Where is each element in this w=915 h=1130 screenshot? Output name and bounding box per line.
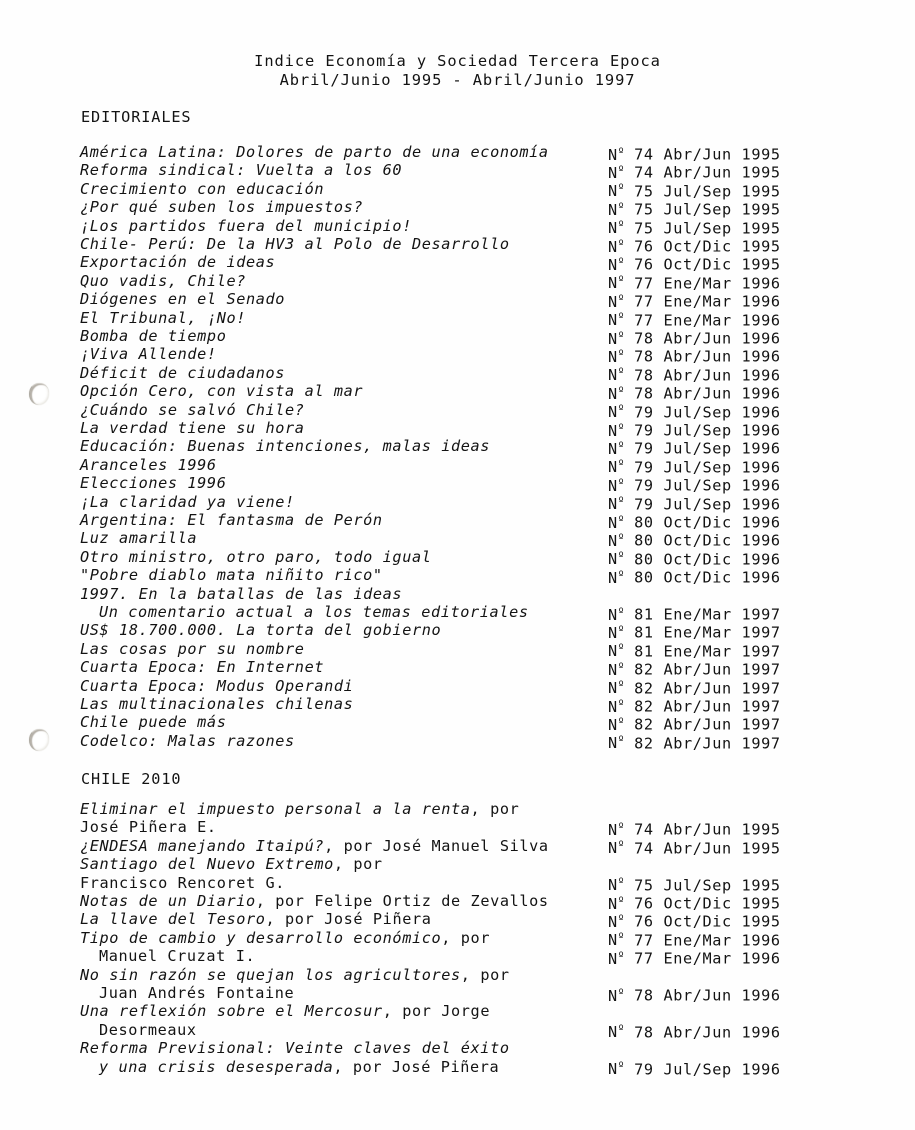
number-sign-icon: $N^º$ (608, 549, 625, 569)
entry-title: Un comentario actual a los temas editoriales (99, 603, 529, 621)
entry-issue-reference: $N^º$ 82 Abr/Jun 1997 (608, 678, 781, 698)
index-entry-row (80, 235, 880, 256)
number-sign-icon: $N^º$ (608, 949, 625, 968)
index-entry-row (80, 511, 880, 532)
entry-title: Aranceles 1996 (80, 455, 217, 474)
entry-issue-reference: $N^º$ 80 Oct/Dic 1996 (608, 513, 781, 532)
number-sign-icon: $N^º$ (608, 733, 625, 753)
number-sign-icon: $N^º$ (608, 894, 625, 913)
entry-title: Una reflexión sobre el Mercosur, por Jorge (80, 1002, 491, 1021)
index-entry-row (80, 658, 880, 679)
entry-issue-reference: $N^º$ 77 Ene/Mar 1996 (608, 930, 781, 950)
index-entry-row (80, 1057, 880, 1079)
index-entry-row (80, 928, 880, 950)
entry-title: Tipo de cambio y desarrollo económico, por (80, 928, 491, 947)
entry-title: ¿Por qué suben los impuestos? (80, 198, 364, 217)
entry-author: , por José Piñera (333, 1057, 500, 1076)
entry-author: Juan Andrés Fontaine (99, 984, 295, 1002)
entry-title: y una crisis desesperada, por José Piñera (99, 1057, 500, 1076)
number-sign-icon: $N^º$ (608, 200, 625, 219)
number-sign-icon: $N^º$ (608, 986, 625, 1005)
index-entry-row (80, 676, 880, 698)
index-entry-row (80, 1002, 880, 1020)
entry-title: US$ 18.700.000. La torta del gobierno (80, 621, 442, 640)
entry-title: Chile- Perú: De la HV3 al Polo de Desarrollo (80, 235, 510, 253)
number-sign-icon: $N^º$ (608, 531, 625, 550)
entry-title: Déficit de ciudadanos (80, 363, 286, 382)
entry-issue-reference: $N^º$ 80 Oct/Dic 1996 (608, 568, 781, 587)
entry-title: Argentina: El fantasma de Perón (80, 511, 383, 529)
entry-issue-reference: $N^º$ 76 Oct/Dic 1995 (608, 237, 781, 256)
index-entry-row (80, 179, 880, 201)
index-entry-row (80, 345, 880, 366)
entry-title: Exportación de ideas (80, 253, 276, 272)
entry-title: Codelco: Malas razones (80, 731, 295, 750)
entry-title (80, 874, 285, 892)
number-sign-icon: $N^º$ (608, 273, 625, 293)
number-sign-icon: $N^º$ (608, 513, 625, 532)
index-entry-row (80, 910, 880, 931)
entry-title: Las cosas por su nombre (80, 639, 305, 658)
number-sign-icon: $N^º$ (608, 439, 625, 458)
entry-title: El Tribunal, ¡No! (80, 308, 246, 327)
entry-title: La verdad tiene su hora (80, 419, 305, 437)
entry-issue-reference: $N^º$ 75 Jul/Sep 1995 (608, 875, 781, 895)
entry-title: 1997. En la batallas de las ideas (80, 584, 403, 603)
entry-issue-reference: $N^º$ 74 Abr/Jun 1995 (608, 145, 781, 164)
entry-title: Chile puede más (80, 713, 227, 732)
entry-issue-reference: $N^º$ 75 Jul/Sep 1995 (608, 181, 781, 201)
number-sign-icon: $N^º$ (608, 310, 625, 330)
number-sign-icon: $N^º$ (608, 237, 625, 256)
number-sign-icon: $N^º$ (608, 145, 625, 164)
entry-issue-reference: $N^º$ 78 Abr/Jun 1996 (608, 384, 781, 403)
entry-issue-reference: $N^º$ 81 Ene/Mar 1997 (608, 623, 781, 642)
entry-title: La llave del Tesoro, por José Piñera (80, 910, 432, 929)
entry-title: Notas de un Diario, por Felipe Ortiz de Zevallos (80, 892, 549, 910)
index-entry-row (80, 585, 880, 603)
entry-issue-reference: $N^º$ 74 Abr/Jun 1995 (608, 163, 781, 182)
number-sign-icon: $N^º$ (608, 494, 625, 514)
entry-title: América Latina: Dolores de parto de una economía (80, 143, 549, 161)
index-entry-row (80, 1039, 880, 1057)
entry-issue-reference: $N^º$ 79 Jul/Sep 1996 (608, 402, 781, 422)
entry-title: "Pobre diablo mata niñito rico" (80, 566, 383, 585)
entry-title: ¿ENDESA manejando Itaipú?, por José Manuel Silva (80, 836, 549, 855)
number-sign-icon: $N^º$ (608, 255, 625, 274)
entry-issue-reference: $N^º$ 78 Abr/Jun 1996 (608, 1022, 781, 1042)
number-sign-icon: $N^º$ (608, 678, 625, 698)
entry-title: Educación: Buenas intenciones, malas ideas (80, 437, 491, 456)
number-sign-icon: $N^º$ (608, 457, 625, 477)
entry-title (80, 818, 217, 836)
section-heading: CHILE 2010 (81, 770, 182, 788)
entry-issue-reference: $N^º$ 78 Abr/Jun 1996 (608, 347, 781, 366)
index-entry-row (80, 271, 880, 293)
index-entry-row (80, 947, 880, 968)
document-title-line-2: Abril/Junio 1995 - Abril/Junio 1997 (279, 71, 636, 89)
entry-issue-reference: $N^º$ 79 Jul/Sep 1996 (608, 439, 781, 458)
number-sign-icon: $N^º$ (608, 820, 625, 839)
number-sign-icon: $N^º$ (608, 660, 625, 679)
entry-issue-reference: $N^º$ 79 Jul/Sep 1996 (608, 494, 781, 514)
index-entry-row (80, 547, 880, 569)
entry-issue-reference: $N^º$ 74 Abr/Jun 1995 (608, 838, 781, 858)
number-sign-icon: $N^º$ (608, 1059, 625, 1079)
index-entry-row (80, 566, 880, 587)
entry-issue-reference: $N^º$ 78 Abr/Jun 1996 (608, 986, 781, 1005)
entry-title (99, 947, 255, 965)
entry-author: , por José Piñera (265, 910, 432, 929)
number-sign-icon: $N^º$ (608, 912, 625, 931)
index-entry-row (80, 474, 880, 495)
entry-title: ¿Cuándo se salvó Chile? (80, 400, 305, 419)
number-sign-icon: $N^º$ (608, 875, 625, 895)
index-entry-row (80, 419, 880, 440)
entry-title: Reforma Previsional: Veinte claves del éxito (80, 1039, 510, 1058)
entry-title: ¡Viva Allende! (80, 345, 217, 364)
entry-issue-reference: $N^º$ 76 Oct/Dic 1995 (608, 912, 781, 931)
entry-issue-reference: $N^º$ 76 Oct/Dic 1995 (608, 894, 781, 913)
index-entry-row (80, 639, 880, 661)
entry-issue-reference: $N^º$ 76 Oct/Dic 1995 (608, 255, 781, 274)
entry-issue-reference: $N^º$ 79 Jul/Sep 1996 (608, 457, 781, 477)
number-sign-icon: $N^º$ (608, 218, 625, 238)
number-sign-icon: $N^º$ (608, 605, 625, 624)
index-entry-row (80, 363, 880, 385)
entry-issue-reference: $N^º$ 78 Abr/Jun 1996 (608, 365, 781, 385)
number-sign-icon: $N^º$ (608, 476, 625, 495)
entry-title: Bomba de tiempo (80, 327, 227, 345)
index-entry-row (80, 603, 880, 624)
entry-issue-reference: $N^º$ 75 Jul/Sep 1995 (608, 200, 781, 219)
entry-title (99, 1021, 197, 1039)
entry-author: , por (333, 855, 383, 874)
number-sign-icon: $N^º$ (608, 163, 625, 182)
index-entry-row (80, 713, 880, 734)
entry-title: Elecciones 1996 (80, 474, 227, 493)
entry-author: Manuel Cruzat I. (99, 947, 256, 966)
entry-issue-reference: $N^º$ 75 Jul/Sep 1995 (608, 218, 781, 238)
index-entry-row (80, 695, 880, 716)
entry-author: , por (470, 800, 520, 818)
number-sign-icon: $N^º$ (608, 329, 625, 348)
number-sign-icon: $N^º$ (608, 838, 625, 858)
number-sign-icon: $N^º$ (608, 697, 625, 716)
index-entry-row (80, 836, 880, 858)
entry-title: Crecimiento con educación (80, 179, 325, 198)
number-sign-icon: $N^º$ (608, 568, 625, 587)
entry-issue-reference: $N^º$ 78 Abr/Jun 1996 (608, 329, 781, 348)
number-sign-icon: $N^º$ (608, 347, 625, 366)
entry-title (99, 984, 294, 1002)
number-sign-icon: $N^º$ (608, 641, 625, 661)
entry-title: ¡La claridad ya viene! (80, 492, 295, 511)
entry-title: No sin razón se quejan los agricultores, por (80, 965, 510, 984)
index-entry-row (80, 873, 880, 895)
number-sign-icon: $N^º$ (608, 365, 625, 385)
entry-issue-reference: $N^º$ 77 Ene/Mar 1996 (608, 310, 781, 330)
number-sign-icon: $N^º$ (608, 930, 625, 950)
entry-author: Desormeaux (99, 1020, 197, 1039)
number-sign-icon: $N^º$ (608, 1022, 625, 1042)
index-entry-row (80, 290, 880, 311)
number-sign-icon: $N^º$ (608, 421, 625, 440)
index-entry-row (80, 966, 880, 984)
entry-issue-reference: $N^º$ 79 Jul/Sep 1996 (608, 476, 781, 495)
index-entry-row (80, 216, 880, 238)
entry-issue-reference: $N^º$ 79 Jul/Sep 1996 (608, 1059, 781, 1079)
entry-author: Francisco Rencoret G. (80, 873, 286, 892)
entry-author: José Piñera E. (80, 818, 217, 837)
entry-issue-reference: $N^º$ 82 Abr/Jun 1997 (608, 733, 781, 753)
index-entry-row (80, 327, 880, 348)
entry-issue-reference: $N^º$ 80 Oct/Dic 1996 (608, 549, 781, 569)
entry-title: Quo vadis, Chile? (80, 271, 246, 290)
entry-issue-reference: $N^º$ 77 Ene/Mar 1996 (608, 949, 781, 968)
hole-punch-mark-lower (29, 729, 49, 751)
index-entry-row (80, 308, 880, 330)
index-entry-row (80, 253, 880, 274)
entry-author: , por (441, 928, 491, 947)
index-entry-row (80, 455, 880, 477)
index-entry-row (80, 1020, 880, 1042)
section-heading: EDITORIALES (81, 108, 192, 126)
entry-title: Opción Cero, con vista al mar (80, 382, 364, 401)
entry-title: Eliminar el impuesto personal a la renta, por (80, 800, 520, 818)
entry-issue-reference: $N^º$ 77 Ene/Mar 1996 (608, 292, 781, 311)
entry-title: Reforma sindical: Vuelta a los 60 (80, 161, 403, 180)
entry-issue-reference: $N^º$ 80 Oct/Dic 1996 (608, 531, 781, 550)
entry-title: ¡Los partidos fuera del municipio! (80, 216, 412, 235)
index-entry-row (80, 892, 880, 913)
index-entry-row (80, 492, 880, 514)
index-entry-row (80, 731, 880, 753)
entry-issue-reference: $N^º$ 74 Abr/Jun 1995 (608, 820, 781, 839)
entry-title: Cuarta Epoca: En Internet (80, 658, 325, 677)
entry-issue-reference: $N^º$ 82 Abr/Jun 1997 (608, 660, 781, 679)
index-entry-row (80, 800, 880, 818)
entry-issue-reference: $N^º$ 82 Abr/Jun 1997 (608, 697, 781, 716)
number-sign-icon: $N^º$ (608, 623, 625, 642)
entry-author: , por Jorge (382, 1002, 491, 1021)
document-title-line-1: Indice Economía y Sociedad Tercera Epoca (254, 52, 661, 70)
index-entry-row (80, 437, 880, 458)
entry-issue-reference: $N^º$ 81 Ene/Mar 1997 (608, 605, 781, 624)
entry-title: Cuarta Epoca: Modus Operandi (80, 676, 354, 695)
number-sign-icon: $N^º$ (608, 715, 625, 734)
entry-title: Las multinacionales chilenas (80, 695, 354, 713)
hole-punch-mark-upper (29, 383, 49, 405)
entry-author: , por José Manuel Silva (324, 836, 549, 855)
index-entry-row (80, 382, 880, 403)
entry-title: Otro ministro, otro paro, todo igual (80, 547, 432, 566)
index-entry-row (80, 855, 880, 873)
number-sign-icon: $N^º$ (608, 181, 625, 201)
entry-author: , por Felipe Ortiz de Zevallos (255, 892, 549, 910)
index-entry-row (80, 400, 880, 422)
entry-issue-reference: $N^º$ 79 Jul/Sep 1996 (608, 421, 781, 440)
index-entry-row (80, 143, 880, 164)
entry-issue-reference: $N^º$ 81 Ene/Mar 1997 (608, 641, 781, 661)
index-entry-row (80, 818, 880, 839)
index-entry-row (80, 529, 880, 550)
entry-title: Diógenes en el Senado (80, 290, 286, 309)
entry-issue-reference: $N^º$ 77 Ene/Mar 1996 (608, 273, 781, 293)
entry-title: Santiago del Nuevo Extremo, por (80, 855, 383, 874)
number-sign-icon: $N^º$ (608, 402, 625, 422)
index-entry-row (80, 621, 880, 642)
entry-author: , por (460, 965, 510, 984)
entry-issue-reference: $N^º$ 82 Abr/Jun 1997 (608, 715, 781, 734)
index-entry-row (80, 198, 880, 219)
number-sign-icon: $N^º$ (608, 384, 625, 403)
number-sign-icon: $N^º$ (608, 292, 625, 311)
index-entry-row (80, 161, 880, 182)
entry-title: Luz amarilla (80, 529, 198, 548)
index-entry-row (80, 984, 880, 1005)
